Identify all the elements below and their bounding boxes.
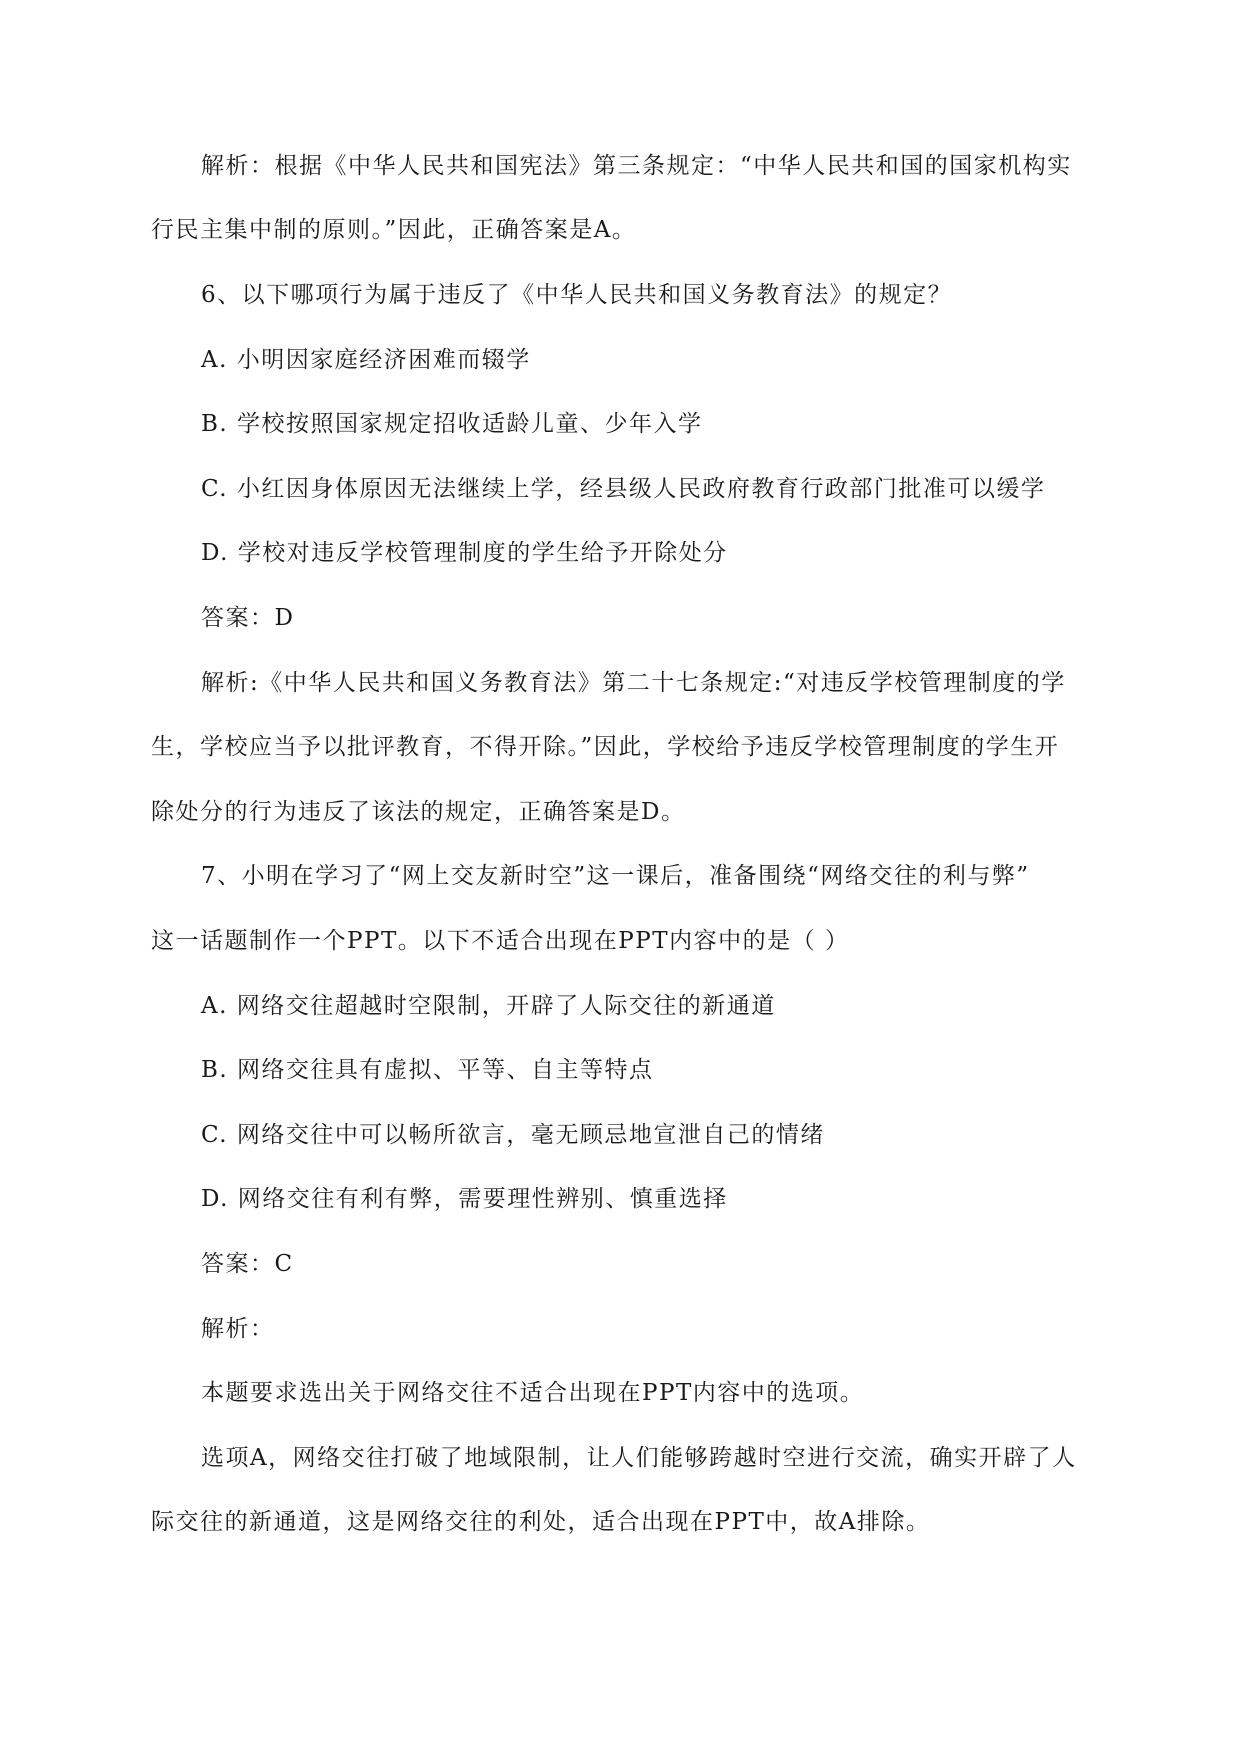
option-line: A. 小明因家庭经济困难而辍学 bbox=[201, 347, 531, 373]
question-line: 7、小明在学习了“网上交友新时空”这一课后，准备围绕“网络交往的利与弊” bbox=[201, 863, 1030, 889]
option-line: D. 学校对违反学校管理制度的学生给予开除处分 bbox=[201, 540, 728, 566]
option-line: D. 网络交往有利有弊，需要理性辨别、慎重选择 bbox=[201, 1186, 728, 1212]
analysis-heading: 解析： bbox=[201, 1316, 275, 1342]
question-line: 6、以下哪项行为属于违反了《中华人民共和国义务教育法》的规定？ bbox=[201, 282, 953, 308]
answer-line: 答案：D bbox=[201, 605, 295, 631]
option-line: A. 网络交往超越时空限制，开辟了人际交往的新通道 bbox=[201, 993, 776, 1019]
option-line: C. 网络交往中可以畅所欲言，毫无顾忌地宣泄自己的情绪 bbox=[201, 1122, 825, 1148]
option-line: B. 网络交往具有虚拟、平等、自主等特点 bbox=[201, 1057, 654, 1083]
paragraph-line: 解析:《中华人民共和国义务教育法》第二十七条规定:“对违反学校管理制度的学 bbox=[201, 670, 1066, 696]
paragraph-line: 除处分的行为违反了该法的规定，正确答案是D。 bbox=[151, 799, 686, 825]
paragraph-line: 本题要求选出关于网络交往不适合出现在PPT内容中的选项。 bbox=[201, 1380, 865, 1406]
paragraph-line: 选项A，网络交往打破了地域限制，让人们能够跨越时空进行交流，确实开辟了人 bbox=[201, 1445, 1077, 1471]
paragraph-line: 际交往的新通道，这是网络交往的利处，适合出现在PPT中，故A排除。 bbox=[151, 1509, 931, 1535]
question-line: 这一话题制作一个PPT。以下不适合出现在PPT内容中的是（ ） bbox=[151, 928, 850, 954]
paragraph-line: 行民主集中制的原则。”因此，正确答案是A。 bbox=[151, 217, 637, 243]
option-line: B. 学校按照国家规定招收适龄儿童、少年入学 bbox=[201, 411, 703, 437]
paragraph-line: 生，学校应当予以批评教育，不得开除。”因此，学校给予违反学校管理制度的学生开 bbox=[151, 734, 1060, 760]
answer-line: 答案：C bbox=[201, 1251, 294, 1277]
paragraph-line: 解析：根据《中华人民共和国宪法》第三条规定：“中华人民共和国的国家机构实 bbox=[201, 153, 1072, 179]
option-line: C. 小红因身体原因无法继续上学，经县级人民政府教育行政部门批准可以缓学 bbox=[201, 476, 1046, 502]
